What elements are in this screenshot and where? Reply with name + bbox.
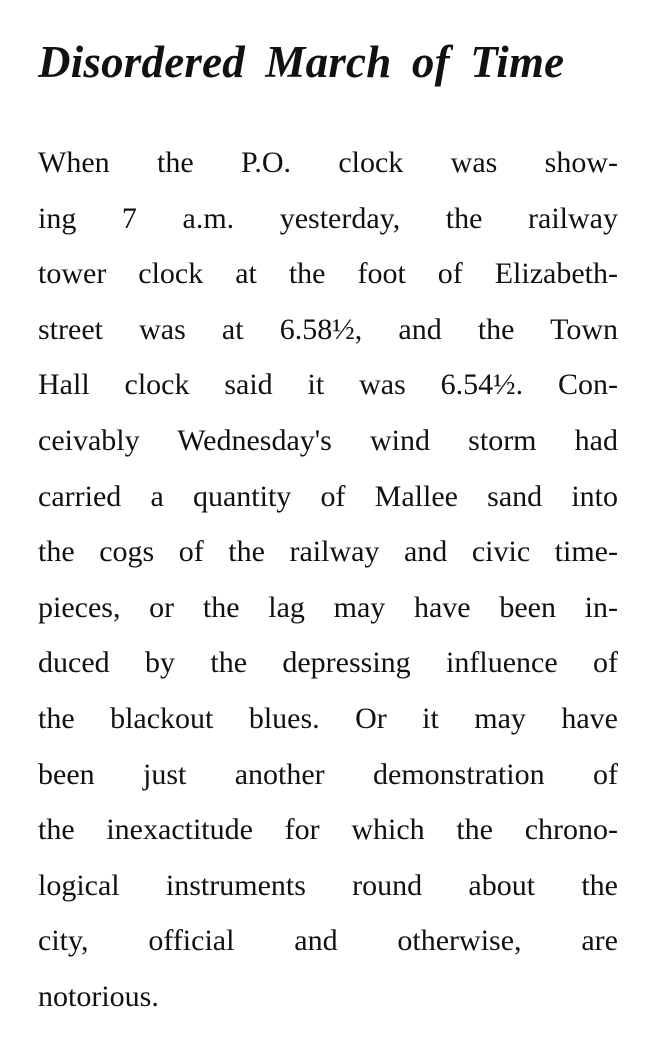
article-line: street was at 6.58½, and the Town: [38, 312, 618, 346]
article-line: the blackout blues. Or it may have: [38, 701, 618, 735]
article-line: been just another demonstration of: [38, 757, 618, 791]
article-body: [38, 135, 618, 1025]
article-line: duced by the depressing influence of: [38, 646, 618, 680]
article-line: carried a quantity of Mallee sand into: [38, 479, 618, 513]
article-line: When the P.O. clock was show-: [38, 146, 618, 179]
article-line: logical instruments round about the: [38, 868, 618, 902]
article-line: the inexactitude for which the chrono-: [38, 813, 618, 847]
article-line: pieces, or the lag may have been in-: [38, 590, 618, 624]
article-line: the cogs of the railway and civic time-: [38, 535, 618, 569]
headline: Disordered March of Time: [38, 37, 565, 87]
article-line: Hall clock said it was 6.54½. Con-: [38, 368, 618, 402]
article-line: notorious.: [38, 979, 159, 1013]
article-line: ceivably Wednesday's wind storm had: [38, 423, 618, 457]
article-line: ing 7 a.m. yesterday, the railway: [38, 201, 618, 235]
article-line: city, official and otherwise, are: [38, 924, 618, 958]
article-line: tower clock at the foot of Elizabeth-: [38, 257, 618, 291]
